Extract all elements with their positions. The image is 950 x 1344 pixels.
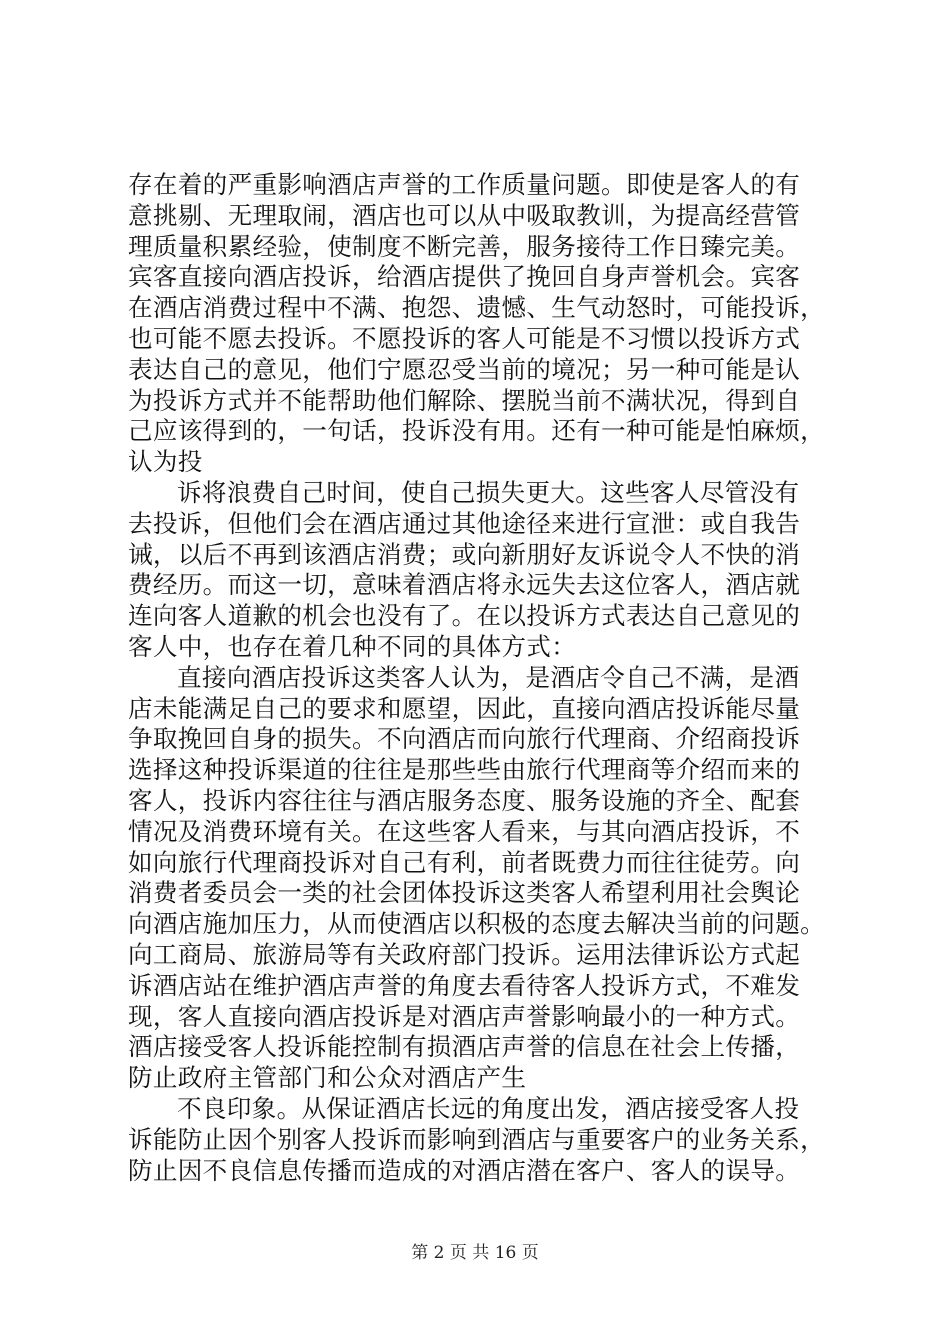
text-line: 现，客人直接向酒店投诉是对酒店声誉影响最小的一种方式。 [128,1001,801,1031]
text-line: 客人中，也存在着几种不同的具体方式： [128,631,577,661]
text-line: 不良印象。从保证酒店长远的角度出发，酒店接受客人投 [177,1093,800,1123]
text-line: 费经历。而这一切，意味着酒店将永远失去这位客人，酒店就 [128,570,801,600]
text-line: 理质量积累经验，使制度不断完善，服务接待工作日臻完美。 [128,231,801,261]
text-line: 客人，投诉内容往往与酒店服务态度、服务设施的齐全、配套 [128,785,801,815]
text-line: 认为投 [128,447,203,477]
page-footer: 第 2 页 共 16 页 [411,1243,539,1263]
text-line: 在酒店消费过程中不满、抱怨、遗憾、生气动怒时，可能投诉， [128,293,826,323]
text-line: 向工商局、旅游局等有关政府部门投诉。运用法律诉讼方式起 [128,939,801,969]
text-line: 选择这种投诉渠道的往往是那些些由旅行代理商等介绍而来的 [128,755,801,785]
text-line: 连向客人道歉的机会也没有了。在以投诉方式表达自己意见的 [128,601,801,631]
text-line: 情况及消费环境有关。在这些客人看来，与其向酒店投诉，不 [128,816,801,846]
text-line: 争取挽回自身的损失。不向酒店而向旅行代理商、介绍商投诉 [128,724,801,754]
text-line: 向酒店施加压力，从而使酒店以积极的态度去解决当前的问题。 [128,909,826,939]
text-line: 也可能不愿去投诉。不愿投诉的客人可能是不习惯以投诉方式 [128,323,801,353]
text-line: 意挑剔、无理取闹，酒店也可以从中吸取教训，为提高经营管 [128,200,801,230]
text-line: 表达自己的意见，他们宁愿忍受当前的境况；另一种可能是认 [128,354,801,384]
text-line: 诫，以后不再到该酒店消费；或向新朋好友诉说令人不快的消 [128,539,801,569]
text-line: 防止政府主管部门和公众对酒店产生 [128,1063,527,1093]
text-line: 如向旅行代理商投诉对自己有利，前者既费力而往往徒劳。向 [128,847,801,877]
text-line: 店未能满足自己的要求和愿望，因此，直接向酒店投诉能尽量 [128,693,801,723]
text-line: 己应该得到的，一句话，投诉没有用。还有一种可能是怕麻烦， [128,416,826,446]
text-line: 诉酒店站在维护酒店声誉的角度去看待客人投诉方式，不难发 [128,970,801,1000]
text-line: 诉能防止因个别客人投诉而影响到酒店与重要客户的业务关系， [128,1124,826,1154]
text-line: 直接向酒店投诉这类客人认为，是酒店令自己不满，是酒 [177,662,800,692]
text-line: 宾客直接向酒店投诉，给酒店提供了挽回自身声誉机会。宾客 [128,262,801,292]
body-text [128,170,833,1186]
text-line: 消费者委员会一类的社会团体投诉这类客人希望利用社会舆论 [128,878,801,908]
text-line: 去投诉，但他们会在酒店通过其他途径来进行宣泄：或自我告 [128,508,801,538]
text-line: 诉将浪费自己时间，使自己损失更大。这些客人尽管没有 [177,477,800,507]
text-line: 酒店接受客人投诉能控制有损酒店声誉的信息在社会上传播， [128,1032,801,1062]
text-line: 存在着的严重影响酒店声誉的工作质量问题。即使是客人的有 [128,170,801,199]
text-line: 防止因不良信息传播而造成的对酒店潜在客户、客人的误导。 [128,1155,801,1185]
text-line: 为投诉方式并不能帮助他们解除、摆脱当前不满状况，得到自 [128,385,801,415]
